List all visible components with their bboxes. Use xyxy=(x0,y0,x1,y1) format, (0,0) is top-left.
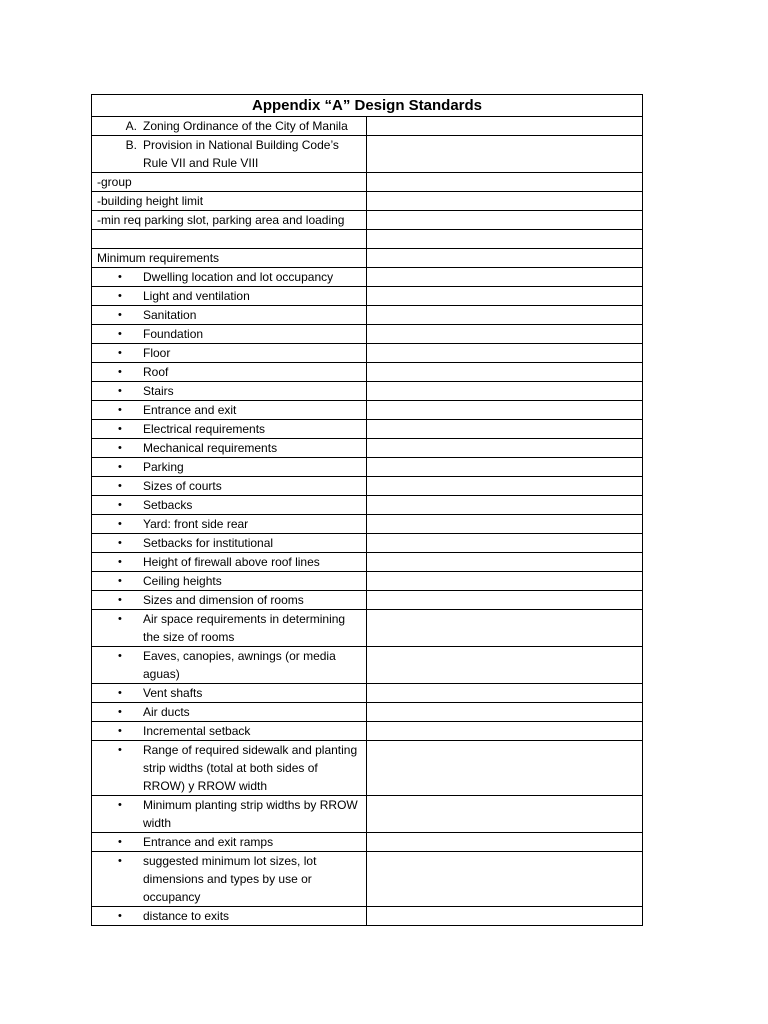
requirement-row xyxy=(92,833,643,852)
bullet-icon: • xyxy=(118,442,122,454)
label-cell xyxy=(92,173,367,192)
label-cell xyxy=(92,496,367,515)
label-cell xyxy=(92,344,367,363)
value-cell xyxy=(367,401,643,420)
requirement-text: Sanitation xyxy=(143,308,197,322)
requirement-text: Dwelling location and lot occupancy xyxy=(143,270,334,284)
label-cell xyxy=(92,401,367,420)
label-cell xyxy=(92,703,367,722)
value-cell xyxy=(367,458,643,477)
requirement-text: Air space requirements in determining the size of rooms xyxy=(143,612,346,644)
requirement-row xyxy=(92,591,643,610)
value-cell xyxy=(367,230,643,249)
label-cell xyxy=(92,117,367,136)
requirement-text: Roof xyxy=(143,365,169,379)
value-cell xyxy=(367,572,643,591)
value-cell xyxy=(367,287,643,306)
requirement-text: Setbacks xyxy=(143,498,193,512)
label-cell xyxy=(92,610,367,647)
requirement-row xyxy=(92,553,643,572)
label-cell xyxy=(92,741,367,796)
requirement-row xyxy=(92,684,643,703)
value-cell xyxy=(367,268,643,287)
bullet-icon: • xyxy=(118,328,122,340)
label-cell xyxy=(92,572,367,591)
value-cell xyxy=(367,591,643,610)
value-cell xyxy=(367,741,643,796)
requirement-text: Air ducts xyxy=(143,705,190,719)
value-cell xyxy=(367,907,643,926)
requirement-text: Vent shafts xyxy=(143,686,203,700)
requirement-text: Height of firewall above roof lines xyxy=(143,555,320,569)
label-cell xyxy=(92,458,367,477)
row-text: -group xyxy=(97,175,132,189)
plain-row xyxy=(92,211,643,230)
bullet-icon: • xyxy=(118,910,122,922)
requirement-row xyxy=(92,420,643,439)
value-cell xyxy=(367,684,643,703)
min-requirements-heading: Minimum requirements xyxy=(97,251,220,265)
value-cell xyxy=(367,647,643,684)
bullet-icon: • xyxy=(118,537,122,549)
bullet-icon: • xyxy=(118,594,122,606)
value-cell xyxy=(367,192,643,211)
value-cell xyxy=(367,496,643,515)
value-cell xyxy=(367,833,643,852)
bullet-icon: • xyxy=(118,706,122,718)
label-cell xyxy=(92,325,367,344)
bullet-icon: • xyxy=(118,271,122,283)
label-cell xyxy=(92,553,367,572)
requirement-row xyxy=(92,703,643,722)
label-cell xyxy=(92,268,367,287)
requirement-text: Stairs xyxy=(143,384,174,398)
bullet-icon: • xyxy=(118,725,122,737)
label-cell xyxy=(92,647,367,684)
plain-row xyxy=(92,173,643,192)
requirement-text: distance to exits xyxy=(143,909,230,923)
value-cell xyxy=(367,610,643,647)
value-cell xyxy=(367,117,643,136)
label-cell xyxy=(92,684,367,703)
value-cell xyxy=(367,722,643,741)
title-row xyxy=(92,95,643,117)
row-text: -building height limit xyxy=(97,194,204,208)
requirement-text: Yard: front side rear xyxy=(143,517,249,531)
section-row xyxy=(92,117,643,136)
value-cell xyxy=(367,325,643,344)
value-cell xyxy=(367,439,643,458)
bullet-icon: • xyxy=(118,290,122,302)
requirement-text: Parking xyxy=(143,460,184,474)
value-cell xyxy=(367,344,643,363)
section-text: Provision in National Building Code’s Rule VII and Rule VIII xyxy=(143,138,339,170)
value-cell xyxy=(367,703,643,722)
label-cell xyxy=(92,852,367,907)
bullet-icon: • xyxy=(118,836,122,848)
requirement-row xyxy=(92,796,643,833)
value-cell xyxy=(367,363,643,382)
value-cell xyxy=(367,515,643,534)
requirement-text: Minimum planting strip widths by RROW width xyxy=(143,798,358,830)
bullet-icon: • xyxy=(118,613,122,625)
section-text: Zoning Ordinance of the City of Manila xyxy=(143,119,348,133)
label-cell xyxy=(92,287,367,306)
value-cell xyxy=(367,420,643,439)
requirement-row xyxy=(92,496,643,515)
requirement-row xyxy=(92,287,643,306)
requirement-row xyxy=(92,458,643,477)
bullet-icon: • xyxy=(118,744,122,756)
requirement-row xyxy=(92,268,643,287)
label-cell xyxy=(92,477,367,496)
requirement-row xyxy=(92,325,643,344)
requirement-row xyxy=(92,306,643,325)
requirement-row xyxy=(92,344,643,363)
value-cell xyxy=(367,852,643,907)
label-cell xyxy=(92,382,367,401)
requirement-row xyxy=(92,363,643,382)
value-cell xyxy=(367,173,643,192)
bullet-icon: • xyxy=(118,309,122,321)
requirement-row xyxy=(92,741,643,796)
label-cell xyxy=(92,363,367,382)
requirement-row xyxy=(92,647,643,684)
bullet-icon: • xyxy=(118,650,122,662)
bullet-icon: • xyxy=(118,687,122,699)
label-cell xyxy=(92,833,367,852)
requirement-row xyxy=(92,722,643,741)
value-cell xyxy=(367,553,643,572)
requirement-text: Incremental setback xyxy=(143,724,251,738)
requirement-row xyxy=(92,534,643,553)
requirement-text: Range of required sidewalk and planting strip widths (total at both sides of RROW) y RROW width xyxy=(143,743,358,793)
requirement-text: Sizes of courts xyxy=(143,479,222,493)
requirement-text: Electrical requirements xyxy=(143,422,266,436)
table-title: Appendix “A” Design Standards xyxy=(92,95,643,117)
bullet-icon: • xyxy=(118,366,122,378)
requirement-text: Entrance and exit xyxy=(143,403,237,417)
label-cell xyxy=(92,534,367,553)
bullet-icon: • xyxy=(118,855,122,867)
bullet-icon: • xyxy=(118,556,122,568)
requirement-row xyxy=(92,477,643,496)
label-cell xyxy=(92,230,367,249)
requirement-row xyxy=(92,401,643,420)
label-cell xyxy=(92,249,367,268)
section-marker: A. xyxy=(125,119,137,133)
requirement-text: suggested minimum lot sizes, lot dimensions and types by use or occupancy xyxy=(143,854,317,904)
bullet-icon: • xyxy=(118,347,122,359)
label-cell xyxy=(92,907,367,926)
requirement-row xyxy=(92,610,643,647)
requirement-text: Mechanical requirements xyxy=(143,441,278,455)
requirement-text: Entrance and exit ramps xyxy=(143,835,274,849)
bullet-icon: • xyxy=(118,461,122,473)
section-row xyxy=(92,136,643,173)
bullet-icon: • xyxy=(118,385,122,397)
bullet-icon: • xyxy=(118,480,122,492)
label-cell xyxy=(92,306,367,325)
bullet-icon: • xyxy=(118,575,122,587)
value-cell xyxy=(367,382,643,401)
design-standards-table xyxy=(91,94,643,926)
requirement-text: Eaves, canopies, awnings (or media aguas) xyxy=(143,649,336,681)
row-text: -min req parking slot, parking area and loading xyxy=(97,213,345,227)
requirement-row xyxy=(92,572,643,591)
bullet-icon: • xyxy=(118,799,122,811)
min-heading-row xyxy=(92,249,643,268)
label-cell xyxy=(92,591,367,610)
section-marker: B. xyxy=(125,138,137,152)
requirement-text: Foundation xyxy=(143,327,204,341)
label-cell xyxy=(92,515,367,534)
plain-row xyxy=(92,192,643,211)
blank-row xyxy=(92,230,643,249)
value-cell xyxy=(367,136,643,173)
value-cell xyxy=(367,796,643,833)
value-cell xyxy=(367,534,643,553)
bullet-icon: • xyxy=(118,404,122,416)
value-cell xyxy=(367,211,643,230)
requirement-row xyxy=(92,439,643,458)
requirement-row xyxy=(92,907,643,926)
requirement-text: Floor xyxy=(143,346,171,360)
label-cell xyxy=(92,420,367,439)
table-body xyxy=(92,95,643,926)
bullet-icon: • xyxy=(118,518,122,530)
label-cell xyxy=(92,722,367,741)
requirement-row xyxy=(92,515,643,534)
label-cell xyxy=(92,136,367,173)
requirement-text: Sizes and dimension of rooms xyxy=(143,593,304,607)
requirement-row xyxy=(92,852,643,907)
requirement-text: Setbacks for institutional xyxy=(143,536,274,550)
value-cell xyxy=(367,306,643,325)
label-cell xyxy=(92,192,367,211)
requirement-text: Ceiling heights xyxy=(143,574,222,588)
requirement-row xyxy=(92,382,643,401)
value-cell xyxy=(367,249,643,268)
value-cell xyxy=(367,477,643,496)
bullet-icon: • xyxy=(118,423,122,435)
label-cell xyxy=(92,796,367,833)
bullet-icon: • xyxy=(118,499,122,511)
label-cell xyxy=(92,211,367,230)
requirement-text: Light and ventilation xyxy=(143,289,250,303)
label-cell xyxy=(92,439,367,458)
